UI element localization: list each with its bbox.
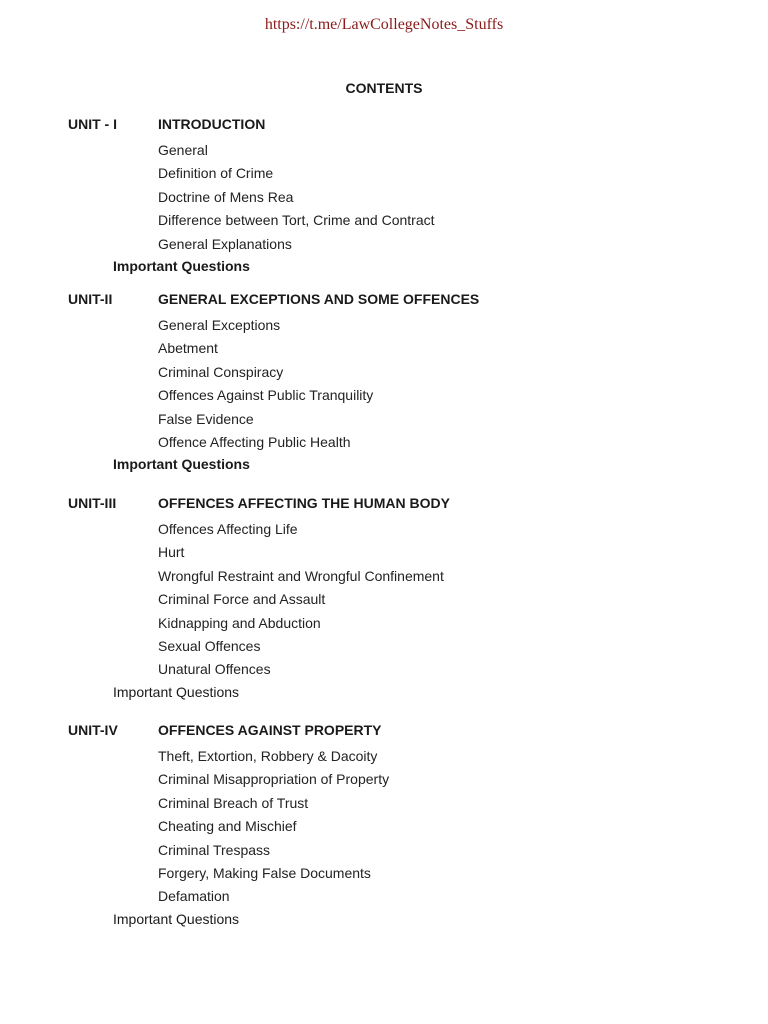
topic-list — [68, 518, 748, 682]
topic-item: General Explanations — [158, 235, 292, 252]
unit-2-section — [68, 291, 748, 474]
topic-item: Abetment — [158, 340, 218, 357]
topic-item: Unatural Offences — [158, 661, 271, 678]
unit-4-section — [68, 722, 748, 929]
topic-item: Offences Against Public Tranquility — [158, 387, 374, 404]
topic-item: Criminal Conspiracy — [158, 363, 284, 380]
topic-item: Hurt — [158, 544, 185, 561]
topic-list — [68, 745, 748, 909]
topic-list — [68, 139, 748, 256]
topic-item: Wrongful Restraint and Wrongful Confinement — [158, 567, 444, 584]
unit-3-header — [68, 495, 748, 518]
topic-item: False Evidence — [158, 410, 254, 427]
unit-1-section — [68, 116, 748, 276]
topic-item: Criminal Breach of Trust — [158, 794, 309, 811]
topic-item: Definition of Crime — [158, 165, 274, 182]
contents-title: CONTENTS — [345, 80, 423, 96]
topic-item: Forgery, Making False Documents — [158, 864, 371, 881]
unit-title: GENERAL EXCEPTIONS AND SOME OFFENCES — [158, 291, 480, 307]
unit-1-header — [68, 116, 748, 139]
unit-label: UNIT - I — [68, 116, 117, 132]
topic-item: Criminal Misappropriation of Property — [158, 771, 390, 788]
topic-item: Difference between Tort, Crime and Contract — [158, 212, 435, 229]
unit-2-header — [68, 291, 748, 314]
topic-list — [68, 314, 748, 454]
topic-item: Doctrine of Mens Rea — [158, 188, 294, 205]
topic-item: Kidnapping and Abduction — [158, 614, 321, 631]
topic-item: General Exceptions — [158, 317, 281, 333]
unit-label: UNIT-II — [68, 291, 113, 307]
telegram-link[interactable]: https://t.me/LawCollegeNotes_Stuffs — [264, 16, 504, 33]
unit-3-section — [68, 495, 748, 702]
topic-item: Offences Affecting Life — [158, 521, 298, 537]
important-questions: Important Questions — [113, 456, 250, 473]
topic-item: Sexual Offences — [158, 637, 261, 654]
topic-item: Criminal Force and Assault — [158, 591, 326, 608]
important-questions: Important Questions — [113, 910, 240, 927]
important-questions: Important Questions — [113, 683, 240, 700]
important-questions: Important Questions — [113, 257, 250, 274]
unit-title: OFFENCES AFFECTING THE HUMAN BODY — [158, 495, 450, 511]
unit-title: OFFENCES AGAINST PROPERTY — [158, 722, 382, 738]
topic-item: Defamation — [158, 888, 230, 905]
topic-item: Criminal Trespass — [158, 841, 271, 858]
topic-item: General — [158, 142, 208, 158]
topic-item: Cheating and Mischief — [158, 818, 297, 835]
unit-title: INTRODUCTION — [158, 116, 266, 132]
unit-4-header — [68, 722, 748, 745]
topic-item: Theft, Extortion, Robbery & Dacoity — [158, 748, 378, 764]
unit-label: UNIT-IV — [68, 722, 118, 738]
unit-label: UNIT-III — [68, 495, 117, 511]
topic-item: Offence Affecting Public Health — [158, 433, 351, 450]
